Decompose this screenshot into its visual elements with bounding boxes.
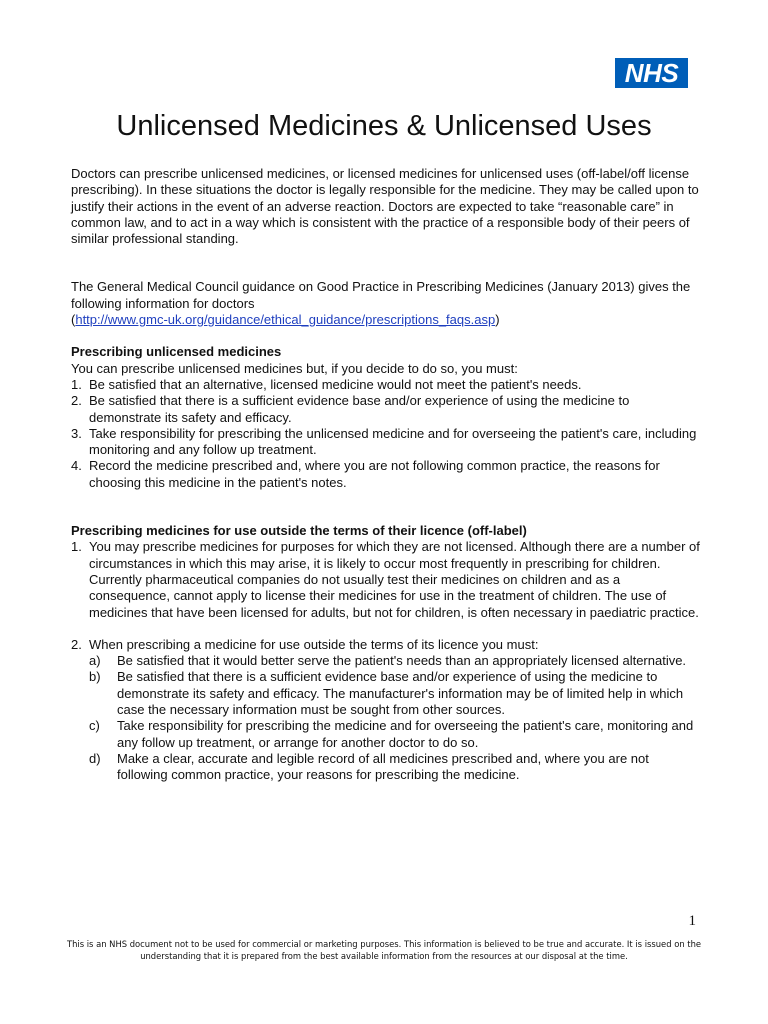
list-item-text: Be satisfied that an alternative, licensed medicine would not meet the patient's needs. <box>89 376 582 392</box>
list-item-text: When prescribing a medicine for use outside the terms of its licence you must: <box>89 636 539 652</box>
list-number: 4. <box>71 458 82 474</box>
section-heading: Prescribing unlicensed medicines <box>71 344 282 360</box>
section-heading: Prescribing medicines for use outside the terms of their licence (off-label) <box>71 523 527 539</box>
sub-list-item-text: Make a clear, accurate and legible record of all medicines prescribed and, where you are not following common practice, your reasons for prescribing the medicine. <box>117 750 649 783</box>
gmc-guidance-link[interactable]: http://www.gmc-uk.org/guidance/ethical_guidance/prescriptions_faqs.asp <box>75 312 496 328</box>
gmc-open-paren: ( <box>71 312 76 328</box>
list-number: 2. <box>71 636 82 652</box>
section-unlicensed <box>71 344 701 491</box>
sub-list-item <box>89 751 701 784</box>
sub-list-item-text: Be satisfied that there is a sufficient evidence base and/or experience of using the medicine to demonstrate its safety and efficacy. The manufacturer's information may be of limited help in which case the necessary information must be sought from other sources. <box>117 669 684 718</box>
sub-list-item <box>89 718 701 751</box>
list-number: 2. <box>71 393 82 409</box>
list-letter: a) <box>89 653 101 669</box>
list-item <box>71 393 701 426</box>
list-item-text: Be satisfied that there is a sufficient evidence base and/or experience of using the medicine to demonstrate its safety and efficacy. <box>89 393 630 425</box>
list-letter: d) <box>89 750 101 766</box>
nhs-logo: NHS <box>615 58 688 88</box>
list-item-text: Record the medicine prescribed and, where you are not following common practice, the reasons for choosing this medicine in the patient's notes. <box>89 458 660 490</box>
sub-list-item <box>89 653 701 669</box>
numbered-list <box>71 377 701 491</box>
list-letter: c) <box>89 718 100 734</box>
document-body <box>71 166 701 784</box>
sub-list-item-text: Take responsibility for prescribing the medicine and for overseeing the patient's care, monitoring and any follow up treatment, or arrange for another doctor to do so. <box>117 718 694 750</box>
list-item-text: Take responsibility for prescribing the unlicensed medicine and for overseeing the patient's care, including monitoring and any follow up treatment. <box>89 425 697 458</box>
list-item-text: You may prescribe medicines for purposes for which they are not licensed. Although there are a number of circumstances in which this may arise, it is likely to occur most frequently in prescribing for children. Currently pharmaceutical companies do not usually test their medicines on children and as a consequence, cannot apply to license their medicines for use in the treatment of children. The use of medicines that have been licensed for adults, but not for children, is often necessary in paediatric practice. <box>89 539 700 620</box>
page-number: 1 <box>688 913 696 929</box>
sub-list-item <box>89 669 701 718</box>
list-number: 1. <box>71 376 82 392</box>
gmc-paragraph <box>71 279 701 328</box>
list-item <box>71 637 701 784</box>
gmc-text: The General Medical Council guidance on Good Practice in Prescribing Medicines (January 2013) gives the following information for doctors <box>71 279 691 311</box>
sub-list-item-text: Be satisfied that it would better serve the patient's needs than an appropriately licensed alternative. <box>117 653 687 669</box>
lettered-list <box>89 653 701 783</box>
gmc-close-paren: ) <box>495 312 500 328</box>
list-item <box>71 426 701 459</box>
section-lead: You can prescribe unlicensed medicines but, if you decide to do so, you must: <box>71 360 518 376</box>
list-item <box>71 539 701 620</box>
list-item <box>71 458 701 491</box>
list-letter: b) <box>89 669 101 685</box>
list-item <box>71 377 701 393</box>
list-number: 1. <box>71 539 82 555</box>
numbered-list <box>71 539 701 783</box>
page-title: Unlicensed Medicines & Unlicensed Uses <box>116 110 652 142</box>
list-number: 3. <box>71 425 82 441</box>
footer-disclaimer: This is an NHS document not to be used for commercial or marketing purposes. This information is believed to be true and accurate. It is issued on the understanding that it is prepared from the best available information from the resources at our disposal at the time. <box>66 939 702 961</box>
section-off-label <box>71 523 701 783</box>
intro-paragraph: Doctors can prescribe unlicensed medicines, or licensed medicines for unlicensed uses (off-label/off license prescribing). In these situations the doctor is legally responsible for the medicine. They may be called upon to justify their actions in the event of an adverse reaction. Doctors are expected to take “reasonable care” in common law, and to act in a way which is consistent with the practice of a responsible body of their peers of similar professional standing. <box>71 166 699 247</box>
